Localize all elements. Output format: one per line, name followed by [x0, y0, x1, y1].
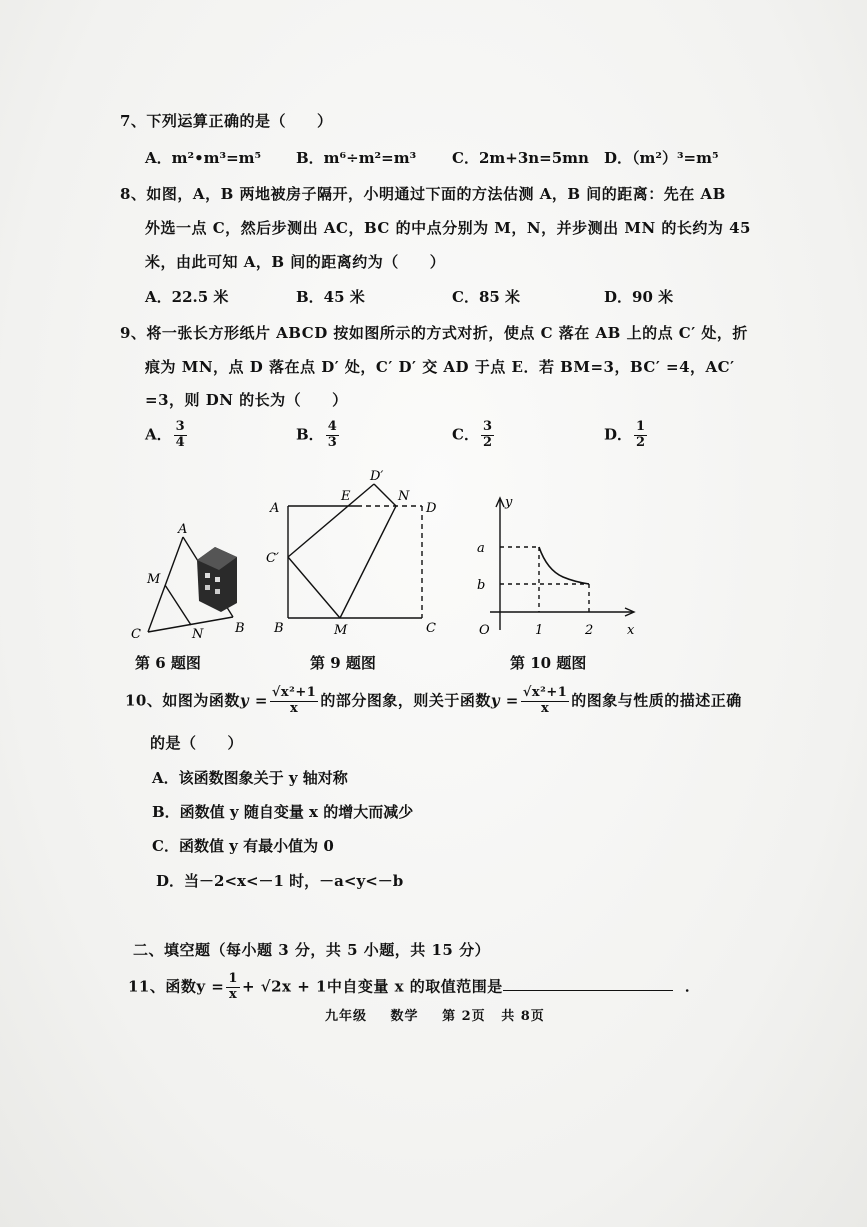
q8-line-2: 外选一点 C，然后步测出 AC，BC 的中点分别为 M，N，并步测出 MN 的长约为 45: [145, 219, 751, 237]
fig9-label-b: B: [274, 621, 284, 636]
q8-line-3: 米，由此可知 A，B 间的距离约为（ ）: [145, 253, 446, 271]
q9-line-1: 9、将一张长方形纸片 ABCD 按如图所示的方式对折，使点 C 落在 AB 上的点 C′ 处，折: [120, 324, 748, 342]
fig6-house-icon: [197, 547, 237, 612]
fig10-label-y: y: [505, 495, 513, 510]
q10-option-c: C．函数值 y 有最小值为 0: [152, 837, 334, 855]
q8-option-b: B．45 米: [296, 288, 365, 306]
q9-option-a: A． $\frac{3}{4}$: [145, 419, 185, 450]
q7-option-a: A．m²•m³=m⁵: [145, 149, 262, 167]
fig6-segment-mn: [165, 585, 191, 625]
fig6-label-b: B: [235, 621, 245, 636]
fig10-label-1: 1: [535, 623, 544, 638]
q8-option-a: A．22.5 米: [145, 288, 229, 306]
fig10-label-a: a: [477, 541, 485, 556]
q7-option-c: C．2m+3n=5mn: [452, 149, 589, 167]
q9-option-c: C． $\frac{3}{2}$: [452, 419, 492, 450]
q9-option-d: D． $\frac{1}{2}$: [604, 419, 646, 450]
footer-subject: 数学: [390, 1009, 419, 1024]
fig9-segment-cd-prime: [288, 484, 374, 557]
footer-page: 第 2页: [442, 1009, 486, 1024]
q9-line-3: =3，则 DN 的长为（ ）: [145, 391, 348, 409]
fig10-label-o: O: [479, 623, 490, 638]
q7-option-b: B．m⁶÷m²=m³: [296, 149, 417, 167]
q10-line-2: 的是（ ）: [150, 734, 244, 752]
footer-grade: 九年级: [325, 1009, 368, 1024]
q9-option-b: B． $\frac{4}{3}$: [296, 419, 337, 450]
fig6-label-n: N: [192, 627, 204, 642]
fig9-label-n: N: [398, 489, 410, 504]
fig9-crease-mn: [340, 506, 396, 618]
fig9-label-d-prime: D′: [370, 469, 384, 484]
fig6-label-c: C: [131, 627, 141, 642]
q7-option-d: D．（m²）³=m⁵: [604, 149, 719, 167]
fig10-curve: [539, 547, 589, 584]
q9-line-2: 痕为 MN，点 D 落在点 D′ 处，C′ D′ 交 AD 于点 E．若 BM=3，BC′ =4，AC′: [145, 358, 735, 376]
q8-option-d: D．90 米: [604, 288, 674, 306]
section-2-title: 二、填空题（每小题 3 分，共 5 小题，共 15 分）: [133, 941, 491, 959]
fig10-label-b: b: [477, 578, 486, 593]
figure-9: [262, 462, 452, 642]
q8-option-c: C．85 米: [452, 288, 521, 306]
fig9-segment-c-prime-m: [288, 557, 340, 618]
fig9-label-c-prime: C′: [266, 551, 279, 566]
figure-10: [465, 490, 645, 640]
q11-line: 11、函数y = $\frac{1}{x}$ + √2x + 1中自变量 x 的取值范围是 ．: [128, 971, 701, 1002]
q10-option-b: B．函数值 y 随自变量 x 的增大而减少: [152, 803, 414, 821]
figure-6: [125, 515, 255, 645]
q11-answer-blank: [503, 976, 673, 991]
fig9-label-c: C: [426, 621, 436, 636]
q8-line-1: 8、如图，A，B 两地被房子隔开，小明通过下面的方法估测 A，B 间的距离：先在 AB: [120, 185, 726, 203]
q10-option-a: A．该函数图象关于 y 轴对称: [152, 769, 348, 787]
fig6-label-a: A: [178, 522, 188, 537]
fig10-caption: 第 10 题图: [510, 654, 587, 672]
fig9-label-e: E: [341, 489, 351, 504]
q10-option-d: D．当－2<x<－1 时，－a<y<－b: [156, 872, 404, 890]
q7-stem: 7、下列运算正确的是（ ）: [120, 112, 333, 130]
fig9-label-d: D: [426, 501, 437, 516]
footer-total: 共 8页: [501, 1009, 545, 1024]
fig6-label-m: M: [147, 572, 161, 587]
fig10-label-x: x: [627, 623, 635, 638]
fig6-caption: 第 6 题图: [135, 654, 201, 672]
q10-line-1: 10、如图为函数y = $\frac{\text{√x²+1}}{x}$ 的部分图象，则关于函数y = $\frac{\text{√x²+1}}{x}$ 的图象与性质的描述正确: [125, 685, 742, 716]
fig9-label-m: M: [334, 623, 348, 638]
footer: [325, 1005, 545, 1024]
fig9-caption: 第 9 题图: [310, 654, 376, 672]
fig9-segment-d-prime-n: [374, 484, 396, 506]
fig10-label-2: 2: [585, 623, 594, 638]
fig9-label-a: A: [270, 501, 280, 516]
